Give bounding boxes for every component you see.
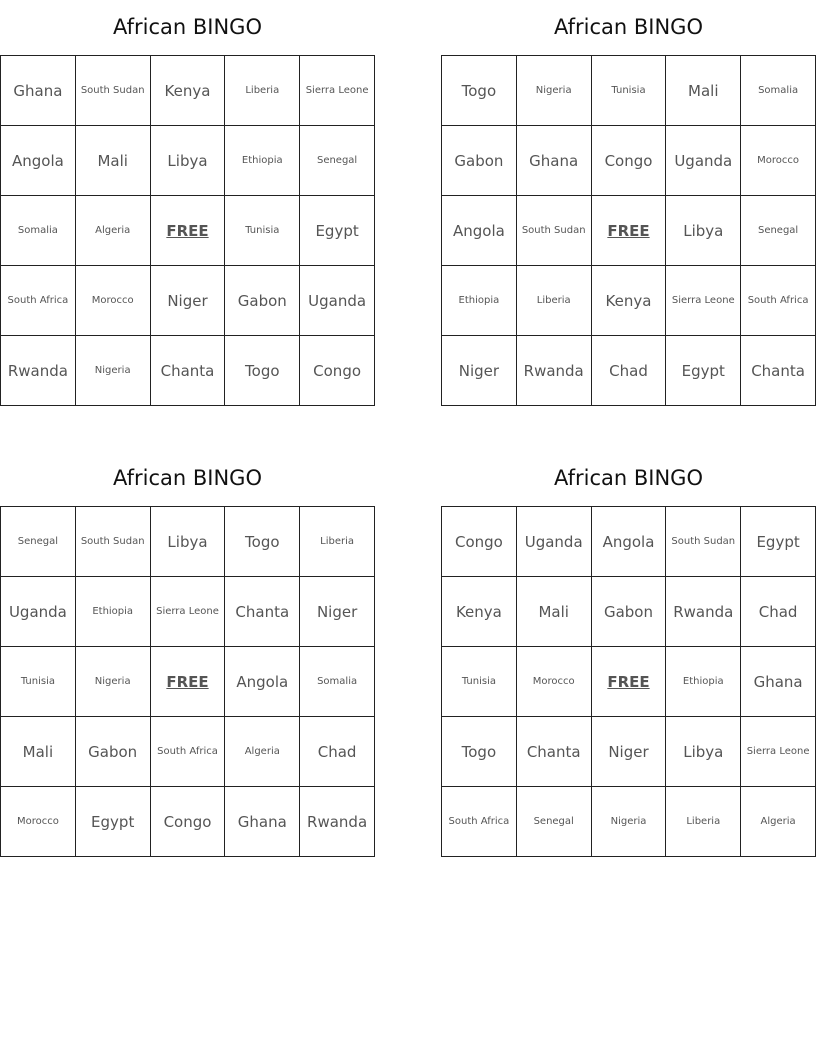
card-title: African BINGO bbox=[113, 466, 262, 490]
bingo-cell: Egypt bbox=[76, 787, 151, 857]
bingo-cell: Gabon bbox=[442, 126, 517, 196]
bingo-cell: Somalia bbox=[1, 196, 76, 266]
bingo-cell: Chanta bbox=[741, 336, 816, 406]
bingo-cell: Ethiopia bbox=[442, 266, 517, 336]
bingo-cell: Morocco bbox=[76, 266, 151, 336]
bingo-cell: Liberia bbox=[225, 56, 300, 126]
bingo-cell: Togo bbox=[225, 336, 300, 406]
bingo-cell: South Sudan bbox=[517, 196, 592, 266]
bingo-cell: South Africa bbox=[1, 266, 76, 336]
bingo-cell: Chad bbox=[741, 577, 816, 647]
bingo-cell: Gabon bbox=[592, 577, 667, 647]
bingo-cell: Senegal bbox=[1, 507, 76, 577]
bingo-cell: Tunisia bbox=[442, 647, 517, 717]
bingo-cell: Chanta bbox=[225, 577, 300, 647]
bingo-cell: Ghana bbox=[1, 56, 76, 126]
card-title: African BINGO bbox=[554, 466, 703, 490]
bingo-cell: Uganda bbox=[300, 266, 375, 336]
bingo-card-3 bbox=[0, 451, 375, 857]
bingo-cell: Morocco bbox=[741, 126, 816, 196]
bingo-cell: Angola bbox=[592, 507, 667, 577]
bingo-cell: Libya bbox=[666, 717, 741, 787]
bingo-grid bbox=[441, 55, 816, 406]
bingo-cell: Morocco bbox=[1, 787, 76, 857]
bingo-cell: Angola bbox=[442, 196, 517, 266]
bingo-cell: Kenya bbox=[592, 266, 667, 336]
bingo-cell: Sierra Leone bbox=[666, 266, 741, 336]
bingo-cell: Senegal bbox=[741, 196, 816, 266]
free-space-cell: FREE bbox=[151, 647, 226, 717]
bingo-cell: Mali bbox=[1, 717, 76, 787]
bingo-cell: Chad bbox=[592, 336, 667, 406]
bingo-cell: Tunisia bbox=[225, 196, 300, 266]
bingo-cell: Sierra Leone bbox=[300, 56, 375, 126]
bingo-cell: Somalia bbox=[300, 647, 375, 717]
bingo-cell: Senegal bbox=[300, 126, 375, 196]
bingo-cell: Tunisia bbox=[592, 56, 667, 126]
bingo-cell: Chanta bbox=[151, 336, 226, 406]
bingo-cell: Nigeria bbox=[76, 336, 151, 406]
bingo-cell: Egypt bbox=[666, 336, 741, 406]
bingo-cell: Ghana bbox=[517, 126, 592, 196]
bingo-cell: Chanta bbox=[517, 717, 592, 787]
bingo-cell: Niger bbox=[300, 577, 375, 647]
bingo-cell: Gabon bbox=[76, 717, 151, 787]
bingo-cell: Somalia bbox=[741, 56, 816, 126]
bingo-cell: South Africa bbox=[151, 717, 226, 787]
bingo-cell: Rwanda bbox=[1, 336, 76, 406]
bingo-cell: Algeria bbox=[76, 196, 151, 266]
bingo-cell: Angola bbox=[1, 126, 76, 196]
bingo-cell: Congo bbox=[151, 787, 226, 857]
bingo-cell: Togo bbox=[442, 56, 517, 126]
bingo-cell: Uganda bbox=[666, 126, 741, 196]
bingo-cell: Congo bbox=[442, 507, 517, 577]
bingo-cell: Niger bbox=[151, 266, 226, 336]
bingo-cell: South Africa bbox=[442, 787, 517, 857]
bingo-cell: Kenya bbox=[442, 577, 517, 647]
bingo-cell: Liberia bbox=[300, 507, 375, 577]
bingo-cell: Gabon bbox=[225, 266, 300, 336]
bingo-cell: Mali bbox=[666, 56, 741, 126]
card-title: African BINGO bbox=[113, 15, 262, 39]
bingo-cell: Algeria bbox=[225, 717, 300, 787]
bingo-cell: Ethiopia bbox=[225, 126, 300, 196]
bingo-cell: Chad bbox=[300, 717, 375, 787]
bingo-cell: Ethiopia bbox=[666, 647, 741, 717]
bingo-cell: Rwanda bbox=[517, 336, 592, 406]
bingo-cell: Egypt bbox=[300, 196, 375, 266]
bingo-cell: Sierra Leone bbox=[151, 577, 226, 647]
bingo-cell: Uganda bbox=[517, 507, 592, 577]
bingo-cell: Niger bbox=[442, 336, 517, 406]
bingo-cell: Senegal bbox=[517, 787, 592, 857]
bingo-cell: Congo bbox=[592, 126, 667, 196]
bingo-cell: Morocco bbox=[517, 647, 592, 717]
bingo-cell: Congo bbox=[300, 336, 375, 406]
bingo-card-2 bbox=[441, 0, 816, 406]
bingo-card-1 bbox=[0, 0, 375, 406]
bingo-cell: Libya bbox=[151, 126, 226, 196]
free-space-cell: FREE bbox=[151, 196, 226, 266]
free-space-cell: FREE bbox=[592, 647, 667, 717]
bingo-cell: South Sudan bbox=[76, 56, 151, 126]
bingo-cell: Nigeria bbox=[517, 56, 592, 126]
bingo-cell: Nigeria bbox=[592, 787, 667, 857]
bingo-cell: Ghana bbox=[741, 647, 816, 717]
bingo-cell: Rwanda bbox=[666, 577, 741, 647]
bingo-cell: Niger bbox=[592, 717, 667, 787]
bingo-cell: Tunisia bbox=[1, 647, 76, 717]
bingo-cell: South Sudan bbox=[666, 507, 741, 577]
bingo-cell: Ghana bbox=[225, 787, 300, 857]
bingo-grid bbox=[0, 506, 375, 857]
bingo-grid bbox=[0, 55, 375, 406]
bingo-card-4 bbox=[441, 451, 816, 857]
bingo-cell: Kenya bbox=[151, 56, 226, 126]
bingo-cell: Nigeria bbox=[76, 647, 151, 717]
bingo-cell: Togo bbox=[442, 717, 517, 787]
bingo-cell: Mali bbox=[517, 577, 592, 647]
bingo-cell: Sierra Leone bbox=[741, 717, 816, 787]
bingo-cell: Egypt bbox=[741, 507, 816, 577]
bingo-cell: Liberia bbox=[666, 787, 741, 857]
bingo-cell: Uganda bbox=[1, 577, 76, 647]
bingo-cell: South Africa bbox=[741, 266, 816, 336]
bingo-cell: Mali bbox=[76, 126, 151, 196]
bingo-grid bbox=[441, 506, 816, 857]
bingo-cell: Liberia bbox=[517, 266, 592, 336]
free-space-cell: FREE bbox=[592, 196, 667, 266]
bingo-cell: Ethiopia bbox=[76, 577, 151, 647]
bingo-cell: Angola bbox=[225, 647, 300, 717]
bingo-cell: Libya bbox=[151, 507, 226, 577]
bingo-cell: Rwanda bbox=[300, 787, 375, 857]
card-title: African BINGO bbox=[554, 15, 703, 39]
bingo-cell: Algeria bbox=[741, 787, 816, 857]
bingo-cell: Togo bbox=[225, 507, 300, 577]
bingo-cell: South Sudan bbox=[76, 507, 151, 577]
bingo-cell: Libya bbox=[666, 196, 741, 266]
